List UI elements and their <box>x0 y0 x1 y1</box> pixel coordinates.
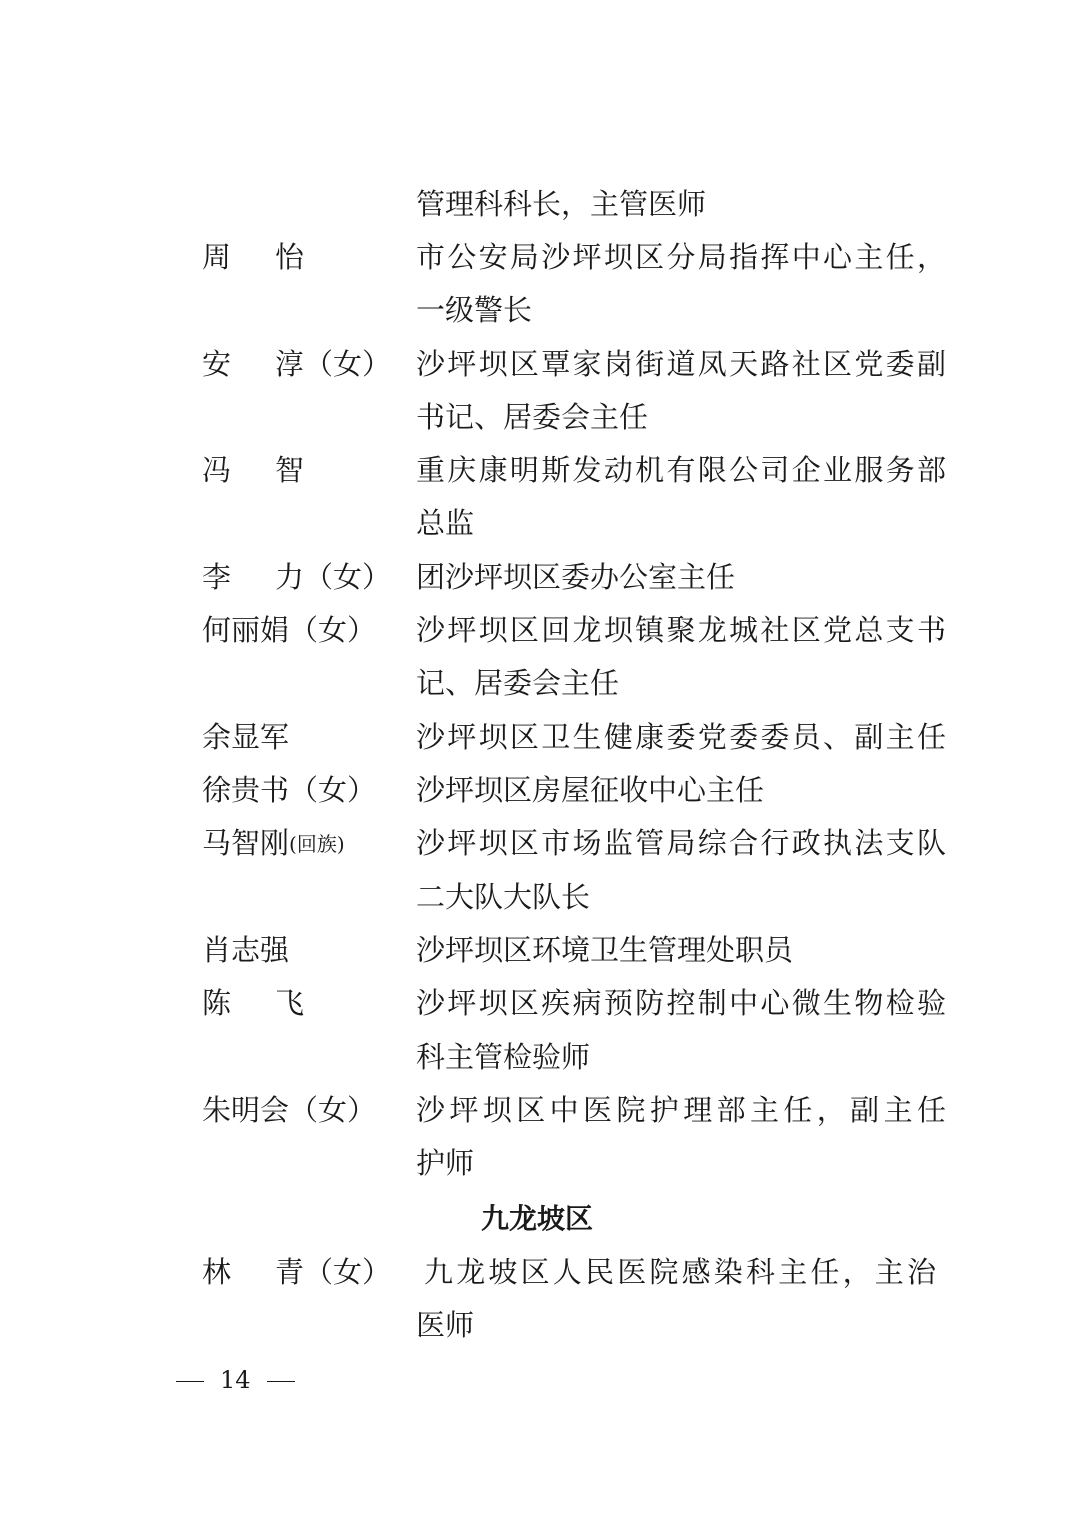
entry-desc-line: 沙坪坝区回龙坝镇聚龙城社区党总支书 <box>416 613 946 647</box>
entry-name: 肖志强 <box>202 933 290 967</box>
name-part: 李 <box>202 560 232 594</box>
name-part: 周 <box>202 240 232 274</box>
entry-desc-line: 沙坪坝区中医院护理部主任，副主任 <box>416 1093 946 1127</box>
entry-name: 徐贵书（女） <box>202 773 377 807</box>
entry-desc-line: 二大队大队长 <box>416 880 591 914</box>
entry-name <box>202 444 402 497</box>
entry-name <box>202 817 402 870</box>
dash-left <box>176 1381 204 1382</box>
name-part: 冯 <box>202 453 232 487</box>
entry-name <box>202 551 402 604</box>
entry-desc-line: 沙坪坝区覃家岗街道凤天路社区党委副 <box>416 347 946 381</box>
entry-desc-line: 沙坪坝区房屋征收中心主任 <box>416 773 765 807</box>
entry-desc-line: 医师 <box>416 1308 475 1342</box>
dash-right <box>267 1381 295 1382</box>
entry-desc-line: 总监 <box>416 506 475 540</box>
entry-name <box>202 1246 402 1299</box>
entry-desc-line: 沙坪坝区环境卫生管理处职员 <box>416 933 794 967</box>
entry-desc-line: 九龙坡区人民医院感染科主任，主治 <box>424 1255 936 1289</box>
name-part: 陈 <box>202 986 232 1020</box>
entry-desc-line: 团沙坪坝区委办公室主任 <box>416 560 736 594</box>
section-heading: 九龙坡区 <box>480 1202 593 1235</box>
entry-desc-line: 护师 <box>416 1146 475 1180</box>
entry-name: 朱明会（女） <box>202 1093 377 1127</box>
entry-desc-line: 科主管检验师 <box>416 1040 591 1074</box>
name-part: 马智刚 <box>202 826 290 860</box>
entry-desc-line: 沙坪坝区卫生健康委党委委员、副主任 <box>416 720 946 754</box>
entry-name <box>202 231 402 284</box>
page-number <box>160 1360 311 1400</box>
entry-desc-line: 重庆康明斯发动机有限公司企业服务部 <box>416 453 946 487</box>
name-part: 怡 <box>275 240 305 274</box>
name-part: 智 <box>275 453 305 487</box>
entry-desc-line: 记、居委会主任 <box>416 666 620 700</box>
entry-desc-line: 市公安局沙坪坝区分局指挥中心主任， <box>416 240 946 274</box>
ethnicity-note: (回族) <box>289 832 345 856</box>
page-number-text: 14 <box>220 1366 251 1394</box>
name-part: 青（女） <box>275 1255 392 1289</box>
name-part: 淳（女） <box>275 347 392 381</box>
entry-desc-line: 沙坪坝区市场监管局综合行政执法支队 <box>416 826 946 860</box>
name-part: 飞 <box>275 986 305 1020</box>
entry-desc-line: 管理科科长，主管医师 <box>416 187 707 221</box>
entry-desc-line: 一级警长 <box>416 293 533 327</box>
name-part: 安 <box>202 347 232 381</box>
entry-desc-line: 书记、居委会主任 <box>416 400 649 434</box>
entry-name <box>202 977 402 1030</box>
entry-name <box>202 338 402 391</box>
entry-name: 余显军 <box>202 720 290 754</box>
entry-desc-line: 沙坪坝区疾病预防控制中心微生物检验 <box>416 986 946 1020</box>
name-part: 林 <box>202 1255 232 1289</box>
entry-name: 何丽娟（女） <box>202 613 377 647</box>
name-part: 力（女） <box>275 560 392 594</box>
